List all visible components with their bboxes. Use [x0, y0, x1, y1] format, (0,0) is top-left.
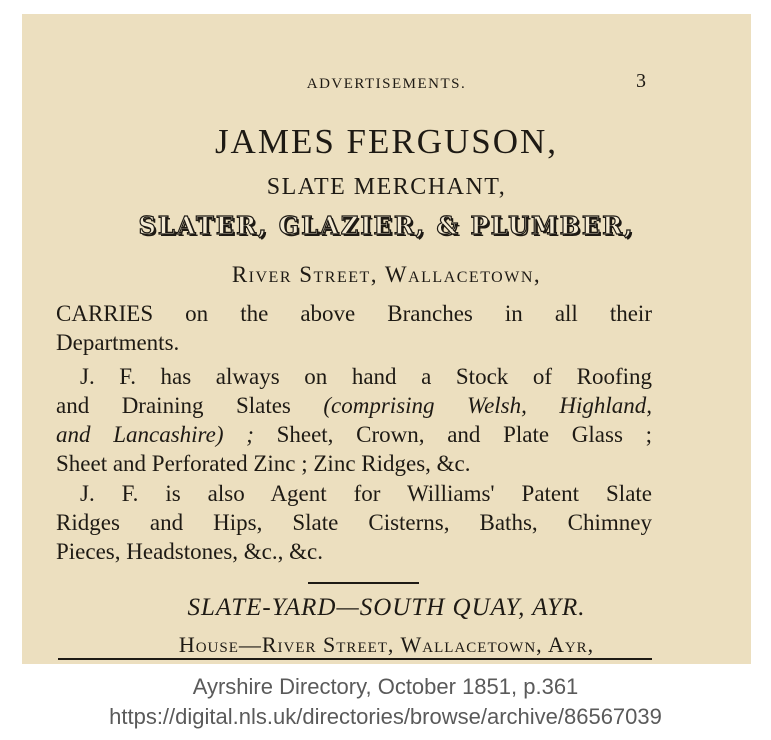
occupation: SLATE MERCHANT,: [266, 174, 507, 200]
paragraph-2-line-2-roman: and Draining Slates: [56, 393, 324, 418]
advertiser-name: JAMES FERGUSON,: [214, 122, 559, 161]
source-caption: Ayrshire Directory, October 1851, p.361: [192, 674, 579, 699]
page-number: 3: [636, 70, 646, 92]
paragraph-2-line-3-italic: and Lancashire) ;: [56, 422, 254, 447]
paragraph-2-line-1: J. F. has always on hand a Stock of Roofing: [80, 364, 652, 389]
scanned-page: [22, 14, 751, 664]
house-address: House—River Street, Wallacetown, Ayr,: [178, 632, 595, 657]
divider-rule: [308, 582, 419, 584]
paragraph-2-line-2: [56, 393, 652, 419]
source-url: https://digital.nls.uk/directories/browse/archive/86567039: [109, 704, 662, 729]
paragraph-2-line-3-roman: Sheet, Crown, and Plate Glass ;: [253, 422, 652, 447]
paragraph-1-line-1: CARRIES on the above Branches in all their: [56, 301, 652, 326]
bottom-rule: [58, 658, 652, 660]
paragraph-1-line-2: Departments.: [56, 330, 180, 355]
section-header: ADVERTISEMENTS.: [306, 76, 467, 92]
paragraph-3-line-1: J. F. is also Agent for Williams' Patent Slate: [80, 481, 652, 506]
paragraph-3-line-2: Ridges and Hips, Slate Cisterns, Baths, Chimney: [56, 510, 652, 535]
paragraph-2-line-4: Sheet and Perforated Zinc ; Zinc Ridges, &c.: [56, 451, 471, 476]
paragraph-2-line-2-italic: (comprising Welsh, Highland,: [323, 393, 652, 418]
paragraph-2-line-3: [56, 422, 652, 448]
trades-heading: SLATER, GLAZIER, & PLUMBER,: [138, 211, 635, 240]
paragraph-3-line-3: Pieces, Headstones, &c., &c.: [56, 539, 323, 564]
business-address: River Street, Wallacetown,: [231, 262, 542, 287]
slate-yard-address: SLATE-YARD—SOUTH QUAY, AYR.: [187, 594, 586, 621]
